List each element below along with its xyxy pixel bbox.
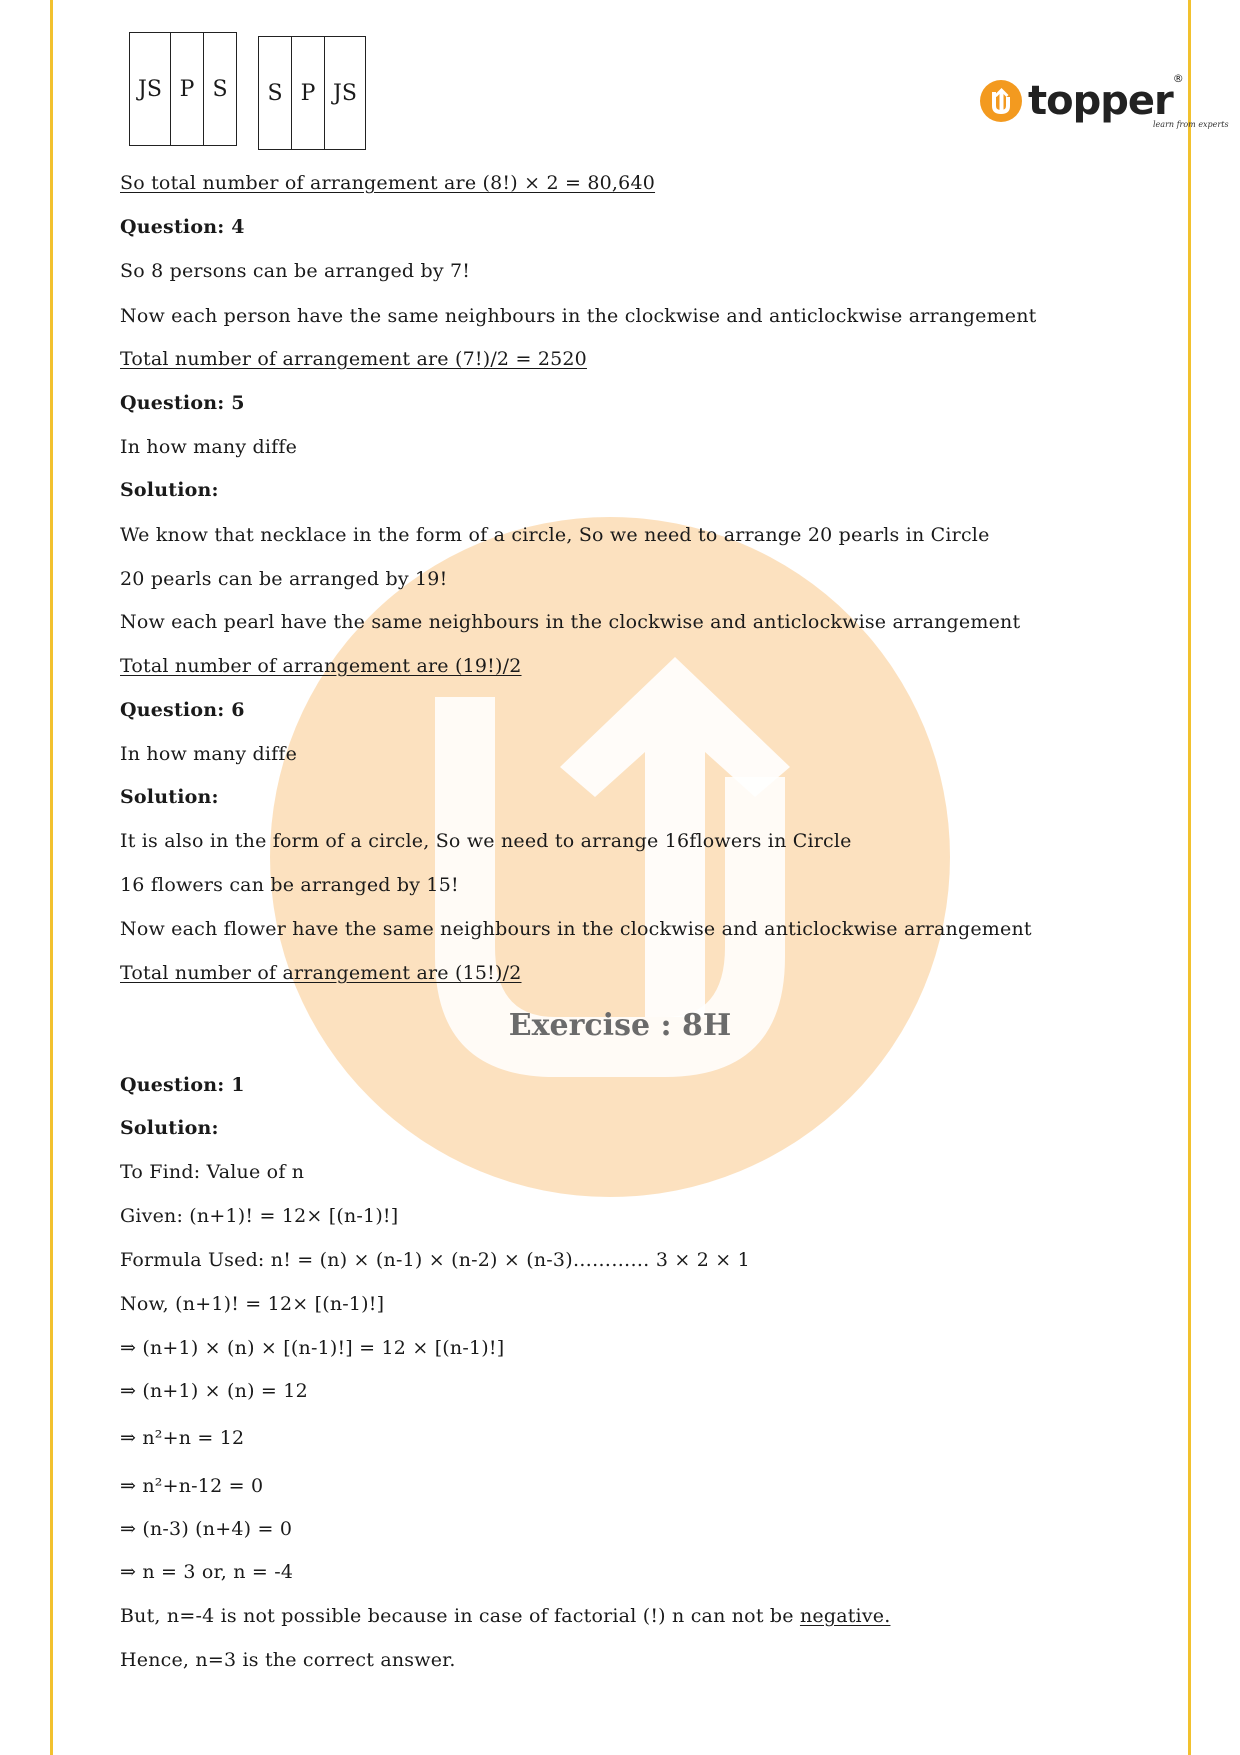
text-line: ⇒ (n+1) × (n) × [(n-1)!] = 12 × [(n-1)!] bbox=[120, 1337, 505, 1359]
text-line: Now each flower have the same neighbours in the clockwise and anticlockwise arrangement bbox=[120, 918, 1032, 940]
seat: JS bbox=[130, 33, 171, 145]
text-line: Now each pearl have the same neighbours in the clockwise and anticlockwise arrangement bbox=[120, 611, 1021, 633]
solution-heading: Solution: bbox=[120, 786, 219, 808]
seat: S bbox=[212, 76, 228, 102]
text-line: Now each person have the same neighbours in the clockwise and anticlockwise arrangement bbox=[120, 305, 1037, 327]
seat: P bbox=[292, 37, 325, 149]
seating-arrangement-2 bbox=[258, 36, 366, 150]
text-line: It is also in the form of a circle, So we need to arrange 16flowers in Circle bbox=[120, 830, 852, 852]
text-line: In how many diffe bbox=[120, 436, 298, 458]
text-line: Hence, n=3 is the correct answer. bbox=[120, 1649, 456, 1671]
text-line: 16 flowers can be arranged by 15! bbox=[120, 874, 459, 896]
text-line: Now, (n+1)! = 12× [(n-1)!] bbox=[120, 1293, 385, 1315]
text-line: In how many diffe bbox=[120, 743, 298, 765]
text-line: ⇒ (n-3) (n+4) = 0 bbox=[120, 1518, 293, 1540]
question-heading: Question: 6 bbox=[120, 699, 245, 721]
solution-heading: Solution: bbox=[120, 1117, 219, 1139]
text-line: But, n=-4 is not possible because in case of factorial (!) n can not be negative. bbox=[120, 1605, 891, 1627]
text-line: To Find: Value of n bbox=[120, 1161, 305, 1183]
seat: S bbox=[259, 37, 292, 149]
seat: JS bbox=[333, 80, 357, 106]
seat: P bbox=[171, 33, 204, 145]
question-heading: Question: 4 bbox=[120, 216, 245, 238]
answer-line: Total number of arrangement are (15!)/2 bbox=[120, 962, 522, 984]
text-line: So 8 persons can be arranged by 7! bbox=[120, 260, 471, 282]
answer-line: Total number of arrangement are (7!)/2 = 2520 bbox=[120, 348, 587, 370]
text-line: ⇒ n²+n = 12 bbox=[120, 1427, 245, 1449]
solution-heading: Solution: bbox=[120, 479, 219, 501]
text-line: ⇒ n²+n-12 = 0 bbox=[120, 1475, 264, 1497]
text-line: Given: (n+1)! = 12× [(n-1)!] bbox=[120, 1205, 399, 1227]
text-line: Formula Used: n! = (n) × (n-1) × (n-2) × (n-3)………… 3 × 2 × 1 bbox=[120, 1249, 750, 1271]
exercise-title: Exercise : 8H bbox=[508, 1008, 732, 1043]
answer-line: So total number of arrangement are (8!) × 2 = 80,640 bbox=[120, 172, 656, 194]
logo-wordmark: topper ® learn from experts bbox=[1028, 72, 1229, 129]
question-heading: Question: 5 bbox=[120, 392, 245, 414]
answer-line: Total number of arrangement are (19!)/2 bbox=[120, 655, 522, 677]
question-heading: Question: 1 bbox=[120, 1074, 245, 1096]
text-line: ⇒ n = 3 or, n = -4 bbox=[120, 1561, 294, 1583]
utopper-logo bbox=[980, 72, 1229, 129]
text-line: We know that necklace in the form of a circle, So we need to arrange 20 pearls in Circle bbox=[120, 524, 990, 546]
text-line: 20 pearls can be arranged by 19! bbox=[120, 568, 448, 590]
text-line: ⇒ (n+1) × (n) = 12 bbox=[120, 1380, 308, 1402]
seating-arrangement-1 bbox=[129, 32, 237, 146]
logo-u-icon bbox=[980, 80, 1022, 122]
